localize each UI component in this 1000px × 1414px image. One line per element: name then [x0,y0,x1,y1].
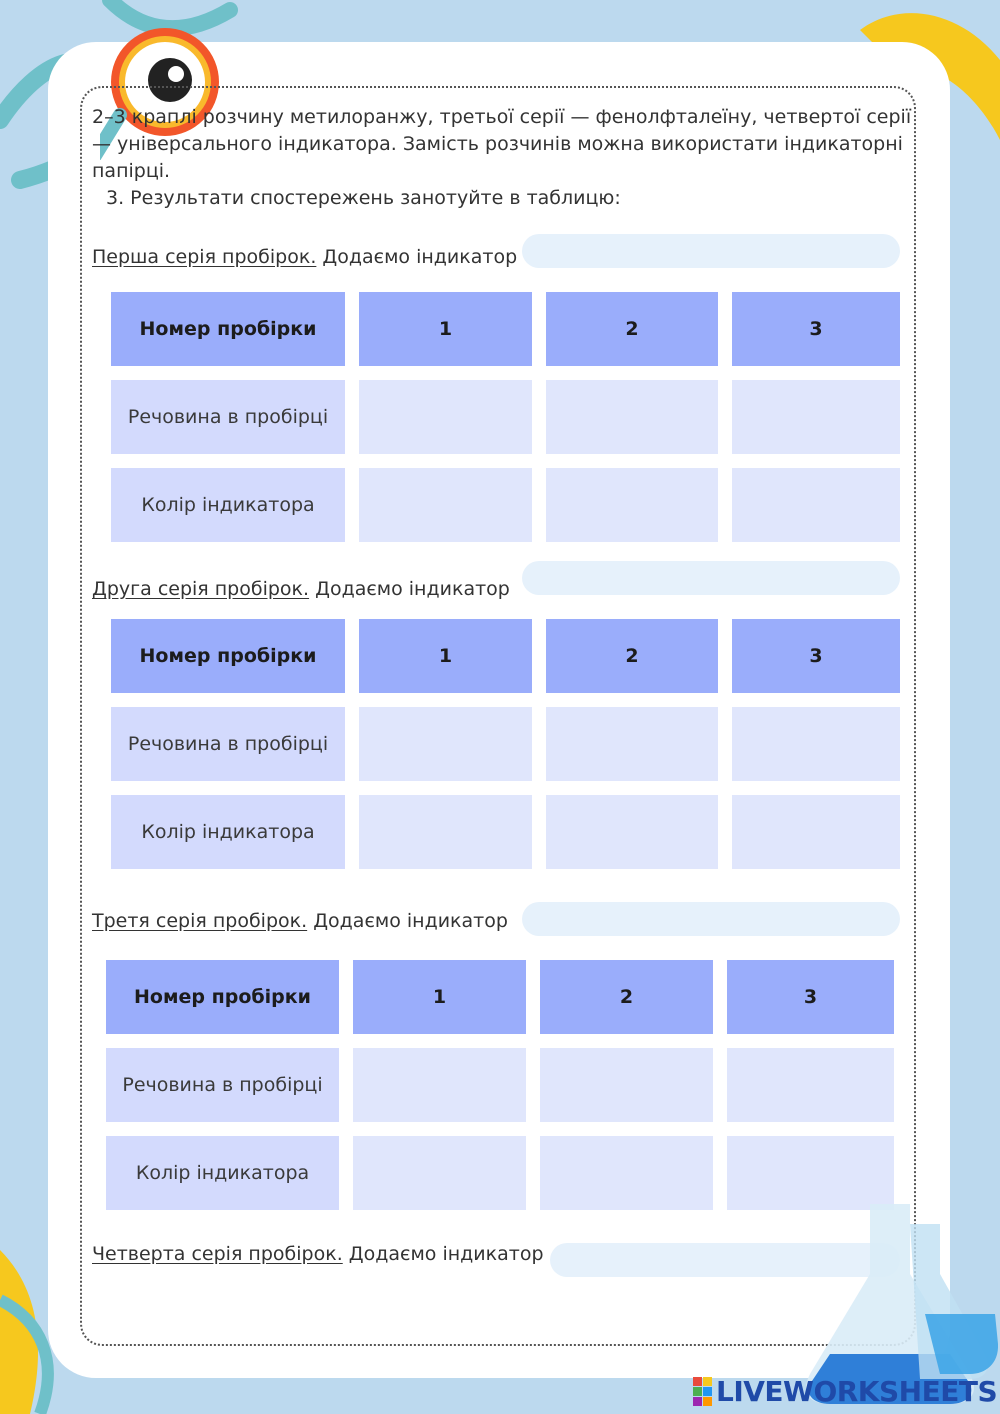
table-2-header-label: Номер пробірки [111,619,345,693]
table-2-row-substance: Речовина в пробірці [111,707,345,781]
liveworksheets-logo [693,1376,997,1406]
series-2-indicator-input[interactable] [522,561,900,595]
table-1-col-2: 2 [546,292,718,366]
table-1-color-2-input[interactable] [546,468,718,542]
instruction-paragraph: 2–3 краплі розчину метилоранжу, третьої серії — фенолфталеїну, четвертої серії — універсального індикатора. Замість розчинів можна використати індикаторні папірці. [92,106,912,182]
table-1-color-3-input[interactable] [732,468,900,542]
table-1-col-1: 1 [359,292,532,366]
series-4-suffix: Додаємо індикатор [342,1243,544,1265]
table-1-row-color: Колір індикатора [111,468,345,542]
series-1-suffix: Додаємо індикатор [316,246,518,268]
series-4-title: Четверта серія пробірок. [92,1243,343,1265]
table-3-substance-1-input[interactable] [353,1048,526,1122]
table-1-header-label: Номер пробірки [111,292,345,366]
table-3-color-1-input[interactable] [353,1136,526,1210]
logo-text: LIVEWORKSHEETS [716,1374,998,1408]
series-3-label [92,908,508,934]
table-1-substance-2-input[interactable] [546,380,718,454]
series-2-title: Друга серія пробірок. [92,578,310,600]
logo-squares-icon [693,1377,712,1406]
series-4-label [92,1241,544,1267]
series-1-title: Перша серія пробірок. [92,246,317,268]
table-3-col-3: 3 [727,960,894,1034]
table-2-color-1-input[interactable] [359,795,532,869]
table-3-header-label: Номер пробірки [106,960,339,1034]
table-2-col-2: 2 [546,619,718,693]
table-2-substance-1-input[interactable] [359,707,532,781]
table-2-color-2-input[interactable] [546,795,718,869]
table-1-row-substance: Речовина в пробірці [111,380,345,454]
table-2-row-color: Колір індикатора [111,795,345,869]
series-3-indicator-input[interactable] [522,902,900,936]
table-3-row-color: Колір індикатора [106,1136,339,1210]
instructions-text [92,104,912,212]
table-3-col-1: 1 [353,960,526,1034]
table-1-substance-1-input[interactable] [359,380,532,454]
table-1-substance-3-input[interactable] [732,380,900,454]
table-1-col-3: 3 [732,292,900,366]
table-3-col-2: 2 [540,960,713,1034]
table-2-col-1: 1 [359,619,532,693]
table-2-color-3-input[interactable] [732,795,900,869]
table-2-substance-3-input[interactable] [732,707,900,781]
series-3-suffix: Додаємо індикатор [307,910,508,932]
instruction-step-3: 3. Результати спостережень занотуйте в таблицю: [106,187,621,209]
table-3-substance-2-input[interactable] [540,1048,713,1122]
series-1-label [92,244,517,270]
table-3-substance-3-input[interactable] [727,1048,894,1122]
table-3-color-2-input[interactable] [540,1136,713,1210]
table-2-substance-2-input[interactable] [546,707,718,781]
series-2-label [92,576,510,602]
series-1-indicator-input[interactable] [522,234,900,268]
series-2-suffix: Додаємо індикатор [309,578,510,600]
table-3-row-substance: Речовина в пробірці [106,1048,339,1122]
table-1-color-1-input[interactable] [359,468,532,542]
series-3-title: Третя серія пробірок. [92,910,308,932]
table-2-col-3: 3 [732,619,900,693]
